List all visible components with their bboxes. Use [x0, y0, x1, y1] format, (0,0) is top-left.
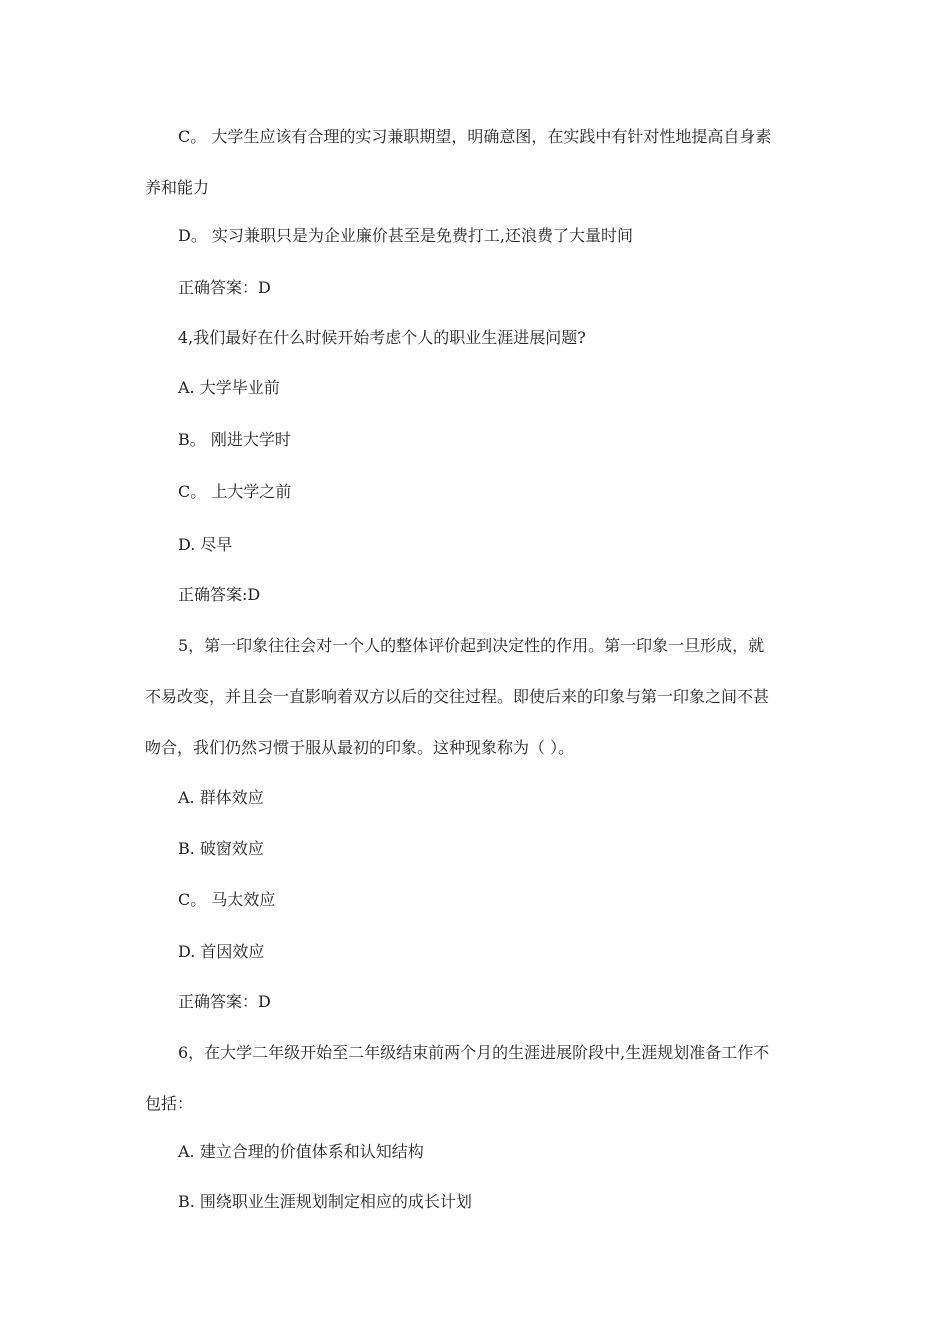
option-d-q5: D. 首因效应 — [178, 942, 265, 961]
question-5-line1: 5，第一印象往往会对一个人的整体评价起到决定性的作用。第一印象一旦形成，就 — [178, 636, 765, 655]
option-b-q5: B. 破窗效应 — [178, 839, 264, 858]
option-c-q3-line1: C。 大学生应该有合理的实习兼职期望，明确意图，在实践中有针对性地提高自身素 — [178, 127, 772, 146]
option-d-q4: D. 尽早 — [178, 535, 233, 554]
option-a-q5: A. 群体效应 — [178, 788, 264, 807]
option-a-q4: A. 大学毕业前 — [178, 378, 280, 397]
option-c-q3-line2: 养和能力 — [145, 178, 210, 197]
question-6-line2: 包括： — [145, 1094, 194, 1113]
option-a-q6: A. 建立合理的价值体系和认知结构 — [178, 1142, 424, 1161]
answer-q5: 正确答案：D — [178, 992, 271, 1011]
question-5-line2: 不易改变，并且会一直影响着双方以后的交往过程。即使后来的印象与第一印象之间不甚 — [145, 687, 770, 706]
question-5-line3: 吻合，我们仍然习惯于服从最初的印象。这种现象称为（ ）。 — [145, 738, 575, 757]
question-6-line1: 6，在大学二年级开始至二年级结束前两个月的生涯进展阶段中,生涯规划准备工作不 — [178, 1043, 770, 1062]
option-c-q5: C。 马太效应 — [178, 890, 276, 909]
answer-q4: 正确答案:D — [178, 585, 261, 604]
option-b-q4: B。 刚进大学时 — [178, 430, 291, 449]
option-d-q3: D。 实习兼职只是为企业廉价甚至是免费打工,还浪费了大量时间 — [178, 226, 634, 245]
option-c-q4: C。 上大学之前 — [178, 482, 292, 501]
option-b-q6: B. 围绕职业生涯规划制定相应的成长计划 — [178, 1192, 472, 1211]
answer-q3: 正确答案：D — [178, 278, 271, 297]
question-4: 4,我们最好在什么时候开始考虑个人的职业生涯进展问题? — [178, 328, 586, 347]
